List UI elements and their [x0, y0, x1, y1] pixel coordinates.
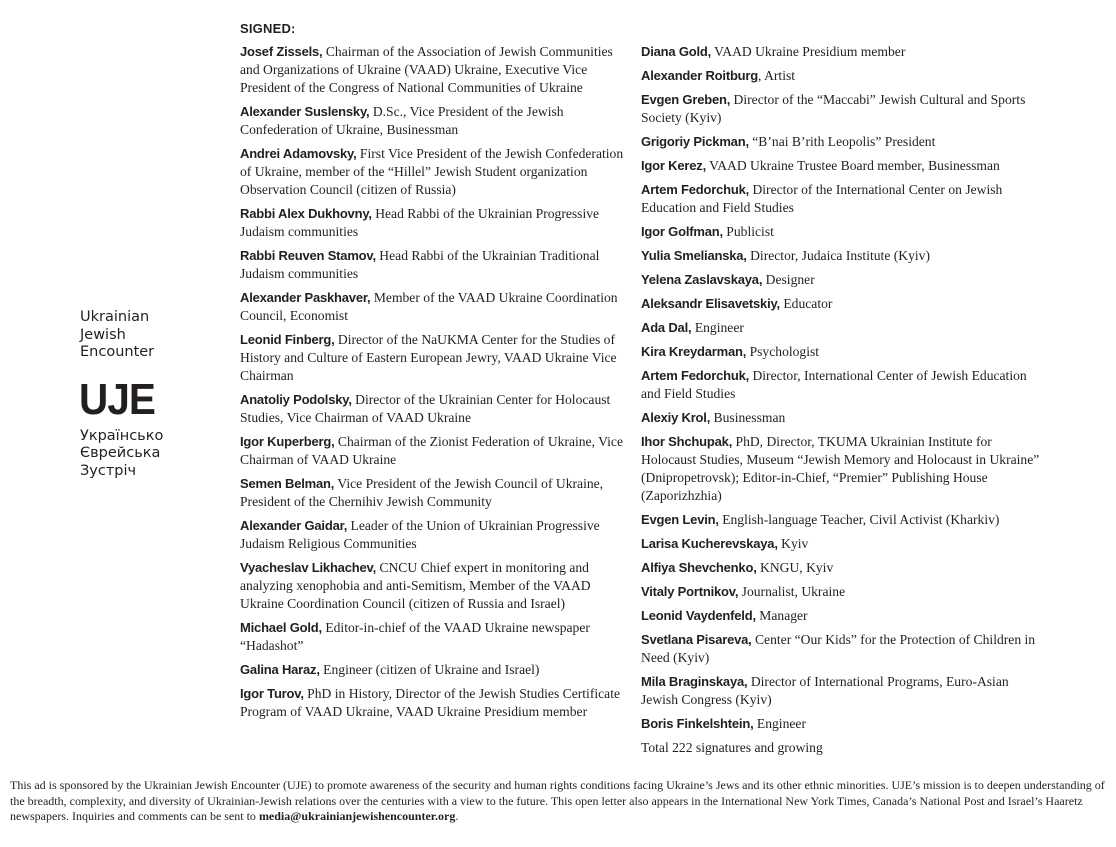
- signatory-description: Leader of the Union of Ukrainian Progressive Judaism Religious Communities: [240, 518, 600, 551]
- signatory-entry: [641, 559, 1041, 577]
- signatory-name: Svetlana Pisareva,: [641, 632, 752, 647]
- uje-logo: [80, 309, 200, 480]
- logo-ua-line: Зустріч: [80, 462, 137, 479]
- signatory-name: Vyacheslav Likhachev,: [240, 560, 376, 575]
- signatory-description: KNGU, Kyiv: [756, 560, 834, 575]
- signatory-entry: [641, 715, 1041, 733]
- logo-ua-line: Єврейська: [80, 445, 161, 461]
- signatory-name: Alexiy Krol,: [641, 410, 711, 425]
- signatory-description: Director of International Programs, Euro-Asian Jewish Congress (Kyiv): [641, 674, 1009, 707]
- signatory-entry: [641, 631, 1041, 667]
- signatory-name: Rabbi Reuven Stamov,: [240, 248, 376, 263]
- contact-email[interactable]: media@ukrainianjewishencounter.org: [258, 809, 456, 823]
- signatory-description: Designer: [762, 272, 815, 287]
- signatory-entry: [641, 607, 1041, 625]
- signatory-entry: [240, 475, 632, 511]
- signatory-description: PhD in History, Director of the Jewish Studies Certificate Program of VAAD Ukraine, VAAD Ukraine Presidium member: [240, 686, 621, 719]
- signatory-entry: [240, 661, 632, 679]
- signatory-description: Director of the “Maccabi” Jewish Cultural and Sports Society (Kyiv): [641, 92, 1026, 125]
- signatory-description: Chairman of the Association of Jewish Communities and Organizations of Ukraine (VAAD) Ukraine, Executive Vice President of the Congress of National Communities of Ukraine: [240, 44, 613, 95]
- signatory-description: Head Rabbi of the Ukrainian Progressive Judaism communities: [240, 206, 600, 239]
- signatory-entry: [641, 739, 1041, 757]
- signatory-description: Psychologist: [746, 344, 820, 359]
- signatory-description: Head Rabbi of the Ukrainian Traditional Judaism communities: [240, 248, 600, 281]
- signatory-entry: [240, 145, 632, 199]
- signatory-name: Igor Kerez,: [641, 158, 706, 173]
- signatory-entry: [641, 409, 1041, 427]
- signatory-name: Leonid Vaydenfeld,: [641, 608, 756, 623]
- logo-en-line: Encounter: [80, 344, 155, 360]
- signatory-description: “B’nai B’rith Leopolis” President: [748, 134, 936, 149]
- signatory-description: Manager: [755, 608, 808, 623]
- signatory-name: Grigoriy Pickman,: [641, 134, 749, 149]
- signatory-name: Larisa Kucherevskaya,: [641, 536, 778, 551]
- signatory-entry: [240, 331, 632, 385]
- signatory-name: Evgen Greben,: [641, 92, 731, 107]
- signatory-description: Educator: [779, 296, 833, 311]
- signatory-entry: [641, 367, 1041, 403]
- signatory-name: Michael Gold,: [240, 620, 322, 635]
- signatory-entry: [641, 181, 1041, 217]
- signatory-description: First Vice President of the Jewish Confederation of Ukraine, member of the “Hillel” Jewish Student organization Observation Council (citizen of Russia): [240, 146, 624, 197]
- footer-text: This ad is sponsored by the Ukrainian Jewish Encounter (UJE) to promote awareness of the security and human rights conditions facing Ukraine’s Jews and its other ethnic minorities. UJE’s mission is to deepen understanding of the breadth, complexity, and diversity of Ukrainian-Jewish relations over the centuries with a view to the future. This open letter also appears in the International New York Times, Canada’s National Post and Israel’s Haaretz newspapers. Inquiries and comments can be sent to: [10, 778, 1105, 823]
- sponsorship-footer: [10, 778, 1110, 825]
- signatory-name: Boris Finkelshtein,: [641, 716, 754, 731]
- signatory-entry: [240, 619, 632, 655]
- signatory-description: Engineer (citizen of Ukraine and Israel): [319, 662, 540, 677]
- signatory-name: Diana Gold,: [641, 44, 712, 59]
- signed-heading: SIGNED:: [240, 21, 296, 36]
- signatory-entry: [240, 433, 632, 469]
- signatory-entry: [240, 43, 632, 97]
- signatory-entry: [641, 157, 1041, 175]
- signatory-description: Chairman of the Zionist Federation of Ukraine, Vice Chairman of VAAD Ukraine: [240, 434, 623, 467]
- signatory-description: Director of the NaUKMA Center for the Studies of History and Culture of Eastern European Jewry, VAAD Ukraine Vice Chairman: [240, 332, 617, 383]
- signatory-entry: [641, 433, 1041, 505]
- signatory-description: Director of the Ukrainian Center for Holocaust Studies, Vice Chairman of VAAD Ukraine: [240, 392, 611, 425]
- signatory-name: Aleksandr Elisavetskiy,: [641, 296, 780, 311]
- signatory-description: Editor-in-chief of the VAAD Ukraine newspaper “Hadashot”: [240, 620, 590, 653]
- logo-ua-line: Українсько: [80, 427, 164, 444]
- signatory-entry: [641, 43, 1041, 61]
- signatory-description: Engineer: [691, 320, 744, 335]
- signatory-name: Igor Kuperberg,: [240, 434, 335, 449]
- signatory-entry: [641, 343, 1041, 361]
- signatory-entry: [641, 67, 1041, 85]
- signatory-entry: [240, 685, 632, 721]
- signatory-name: Kira Kreydarman,: [641, 344, 747, 359]
- signatory-name: Alexander Paskhaver,: [240, 290, 371, 305]
- signatory-name: Rabbi Alex Dukhovny,: [240, 206, 372, 221]
- logo-ukrainian-name: [80, 428, 200, 481]
- logo-en-line: Ukrainian: [80, 309, 150, 325]
- signatory-entry: [240, 391, 632, 427]
- signatory-description: Engineer: [753, 716, 806, 731]
- signatory-name: Josef Zissels,: [240, 44, 323, 59]
- signatory-name: Artem Fedorchuk,: [641, 368, 750, 383]
- signatory-name: Alfiya Shevchenko,: [641, 560, 757, 575]
- signatory-description: , Artist: [758, 68, 796, 83]
- signatory-entry: [240, 247, 632, 283]
- signatory-entry: [641, 511, 1041, 529]
- signatory-entry: [240, 559, 632, 613]
- signatory-entry: [240, 517, 632, 553]
- signatory-name: Ihor Shchupak,: [641, 434, 733, 449]
- signatory-description: Director, International Center of Jewish Education and Field Studies: [641, 368, 1027, 401]
- footer-end: .: [455, 809, 459, 823]
- signatory-name: Vitaly Portnikov,: [641, 584, 739, 599]
- signatory-description: Member of the VAAD Ukraine Coordination Council, Economist: [240, 290, 618, 323]
- signatory-name: Anatoliy Podolsky,: [240, 392, 352, 407]
- signatory-description: Vice President of the Jewish Council of Ukraine, President of the Chernihiv Jewish Community: [240, 476, 604, 509]
- signatory-name: Ada Dal,: [641, 320, 692, 335]
- signatory-entry: [641, 673, 1041, 709]
- signatory-name: Leonid Finberg,: [240, 332, 335, 347]
- signatory-entry: [641, 133, 1041, 151]
- signatories-left-column: [240, 43, 632, 727]
- logo-mark: UJE: [79, 374, 155, 424]
- signatory-entry: [641, 247, 1041, 265]
- signatory-name: Yelena Zaslavskaya,: [641, 272, 763, 287]
- signature-total: Total 222 signatures and growing: [641, 740, 823, 755]
- signatory-name: Igor Golfman,: [641, 224, 723, 239]
- signatory-name: Igor Turov,: [240, 686, 304, 701]
- signatory-name: Alexander Suslensky,: [240, 104, 370, 119]
- signatory-name: Yulia Smelianska,: [641, 248, 747, 263]
- signatory-name: Alexander Gaidar,: [240, 518, 348, 533]
- signatory-entry: [641, 295, 1041, 313]
- signatory-entry: [240, 289, 632, 325]
- signatory-entry: [240, 103, 632, 139]
- signatory-description: CNCU Chief expert in monitoring and analyzing xenophobia and anti-Semitism, Member of the VAAD Ukraine Coordination Council (citizen of Russia and Israel): [240, 560, 591, 611]
- signatory-name: Andrei Adamovsky,: [240, 146, 357, 161]
- signatory-description: Director of the International Center on Jewish Education and Field Studies: [641, 182, 1003, 215]
- signatory-description: VAAD Ukraine Presidium member: [711, 44, 906, 59]
- signatory-description: Kyiv: [777, 536, 809, 551]
- logo-english-name: [80, 309, 200, 362]
- signatory-entry: [641, 535, 1041, 553]
- signatory-description: PhD, Director, TKUMA Ukrainian Institute for Holocaust Studies, Museum “Jewish Memory and Holocaust in Ukraine” (Dnipropetrovsk); Editor-in-Chief, “Premier” Publishing House (Zaporizhzhia): [641, 434, 1040, 503]
- signatory-entry: [240, 205, 632, 241]
- signatory-description: English-language Teacher, Civil Activist (Kharkiv): [718, 512, 1000, 527]
- signatory-description: Center “Our Kids” for the Protection of Children in Need (Kyiv): [641, 632, 1036, 665]
- signatory-entry: [641, 223, 1041, 241]
- signatory-description: D.Sc., Vice President of the Jewish Confederation of Ukraine, Businessman: [240, 104, 564, 137]
- signatory-name: Evgen Levin,: [641, 512, 719, 527]
- signatory-entry: [641, 91, 1041, 127]
- logo-en-line: Jewish: [80, 326, 126, 343]
- signatory-description: Businessman: [710, 410, 786, 425]
- signatory-name: Alexander Roitburg: [641, 68, 759, 83]
- signatory-description: Director, Judaica Institute (Kyiv): [746, 248, 931, 263]
- signatory-description: Journalist, Ukraine: [738, 584, 846, 599]
- signatory-entry: [641, 271, 1041, 289]
- signatory-name: Mila Braginskaya,: [641, 674, 748, 689]
- signatories-right-column: [641, 43, 1041, 763]
- signatory-name: Semen Belman,: [240, 476, 335, 491]
- signatory-name: Artem Fedorchuk,: [641, 182, 750, 197]
- signatory-description: Publicist: [722, 224, 774, 239]
- signatory-entry: [641, 319, 1041, 337]
- signatory-description: VAAD Ukraine Trustee Board member, Businessman: [705, 158, 1000, 173]
- signatory-name: Galina Haraz,: [240, 662, 320, 677]
- signatory-entry: [641, 583, 1041, 601]
